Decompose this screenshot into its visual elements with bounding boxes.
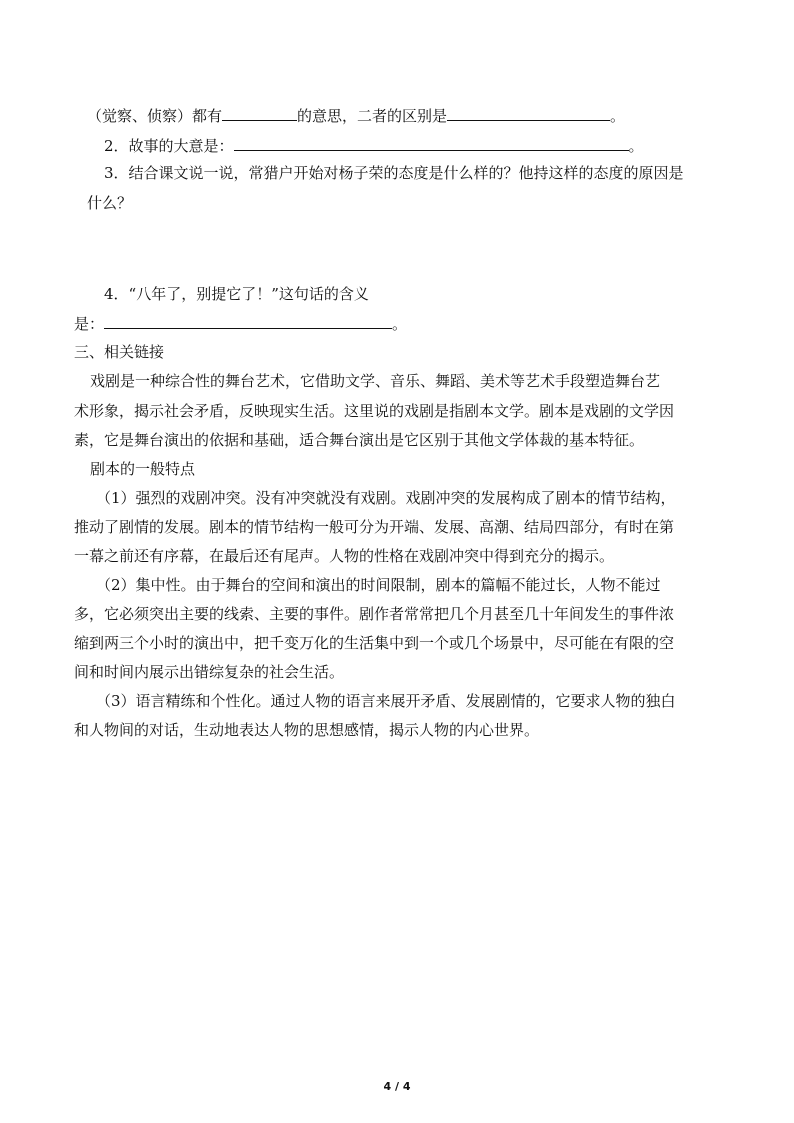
question-2-text: 2．故事的大意是： — [104, 137, 234, 155]
answer-blank-2[interactable] — [234, 135, 629, 151]
question-4-end: 。 — [392, 315, 408, 333]
section-3-heading: 三、相关链接 — [74, 343, 165, 361]
intro-line-2: 术形象，揭示社会矛盾，反映现实生活。这里说的戏剧是指剧本文学。剧本是戏剧的文学因 — [74, 402, 675, 420]
question-1-continuation — [0, 105, 794, 126]
point-1-line-3: 一幕之前还有序幕，在最后还有尾声。人物的性格在戏剧冲突中得到充分的揭示。 — [74, 547, 615, 565]
question-4-line-1: 4．“八年了，别提它了！”这句话的含义 — [104, 285, 369, 303]
intro-line-3: 素，它是舞台演出的依据和基础，适合舞台演出是它区别于其他文学体裁的基本特征。 — [74, 431, 645, 449]
question-1-text-a: （觉察、侦察）都有 — [87, 107, 223, 125]
point-3-line-1: （3）语言精练和个性化。通过人物的语言来展开矛盾、发展剧情的，它要求人物的独白 — [96, 692, 676, 710]
question-4-line-2 — [0, 313, 794, 334]
question-4-prefix: 是： — [74, 315, 105, 333]
point-2-line-3: 缩到两三个小时的演出中，把千变万化的生活集中到一个或几个场景中，尽可能在有限的空 — [74, 634, 675, 652]
answer-blank-1b[interactable] — [447, 105, 610, 121]
answer-blank-4[interactable] — [104, 313, 392, 329]
point-3-line-2: 和人物间的对话，生动地表达人物的思想感情，揭示人物的内心世界。 — [74, 721, 540, 739]
point-1-line-2: 推动了剧情的发展。剧本的情节结构一般可分为开端、发展、高潮、结局四部分，有时在第 — [74, 518, 675, 536]
question-2-end: 。 — [628, 137, 644, 155]
answer-blank-1a[interactable] — [222, 105, 297, 121]
question-3-line-2: 什么？ — [87, 194, 133, 212]
question-1-end: 。 — [610, 107, 626, 125]
intro-line-1: 戏剧是一种综合性的舞台艺术，它借助文学、音乐、舞蹈、美术等艺术手段塑造舞台艺 — [90, 372, 661, 390]
point-2-line-4: 间和时间内展示出错综复杂的社会生活。 — [74, 663, 345, 681]
point-2-line-1: （2）集中性。由于舞台的空间和演出的时间限制，剧本的篇幅不能过长，人物不能过 — [96, 576, 661, 594]
question-3-line-1: 3．结合课文说一说，常猎户开始对杨子荣的态度是什么样的？他持这样的态度的原因是 — [104, 164, 684, 182]
page-number: 4 / 4 — [383, 1080, 411, 1093]
question-2 — [0, 135, 794, 156]
point-1-line-1: （1）强烈的戏剧冲突。没有冲突就没有戏剧。戏剧冲突的发展构成了剧本的情节结构， — [96, 489, 676, 507]
subheading-features: 剧本的一般特点 — [90, 460, 196, 478]
point-2-line-2: 多，它必须突出主要的线索、主要的事件。剧作者常常把几个月甚至几十年间发生的事件浓 — [74, 605, 675, 623]
question-1-text-b: 的意思，二者的区别是 — [297, 107, 448, 125]
